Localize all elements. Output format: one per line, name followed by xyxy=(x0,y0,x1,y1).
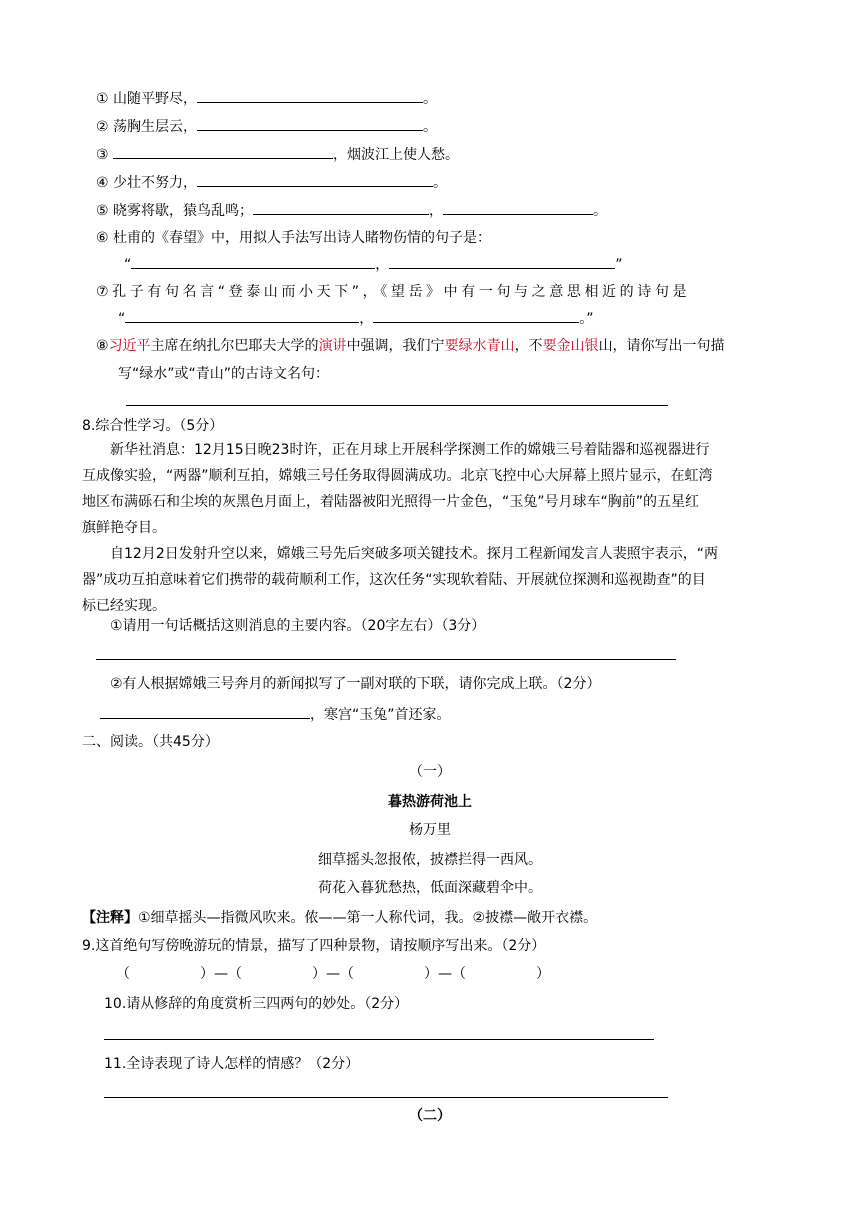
answer-blank[interactable] xyxy=(197,88,423,103)
item-text: 少壮不努力， xyxy=(113,175,198,191)
item-number: ① xyxy=(96,91,109,107)
quote-open: “ xyxy=(118,311,126,327)
item-text: ，不 xyxy=(514,338,543,354)
answer-blank[interactable] xyxy=(197,116,423,131)
note-label: 【注释】 xyxy=(82,910,138,926)
quote-open: “ xyxy=(124,257,132,273)
q9: 9.这首绝句写傍晚游玩的情景，描写了四种景物，请按顺序写出来。（2分） xyxy=(82,938,546,954)
couplet-line xyxy=(100,704,451,725)
q8-sub-question-1: ①请用一句话概括这则消息的主要内容。（20字左右）（3分） xyxy=(110,618,486,634)
answer-blank[interactable] xyxy=(443,200,593,215)
answer-line[interactable] xyxy=(126,405,668,406)
q8-sub-question-2: ②有人根据嫦娥三号奔月的新闻拟写了一副对联的下联，请你完成上联。（2分） xyxy=(110,676,601,692)
item-number: ⑥ xyxy=(96,230,109,246)
highlight-text: 演讲 xyxy=(318,338,347,354)
q7-item-4 xyxy=(96,172,447,193)
news-paragraph-2-line-3: 标已经实现。 xyxy=(82,598,166,614)
item-text: ，烟波江上使人愁。 xyxy=(333,147,460,163)
q7-item-7 xyxy=(96,282,690,302)
q7-item-8 xyxy=(96,336,725,356)
poem-author: 杨万里 xyxy=(409,822,451,838)
news-paragraph-1-line-4: 旗鲜艳夺目。 xyxy=(82,520,166,536)
answer-blank[interactable] xyxy=(131,254,375,269)
q7-item-8-line2: 写“绿水”或“青山”的古诗文名句： xyxy=(118,366,330,382)
item-text-end: 。 xyxy=(423,91,438,107)
item-text: 晓雾将歇，猿鸟乱鸣； xyxy=(113,203,254,219)
item-text: 主席在纳扎尔巴耶夫大学的 xyxy=(150,338,319,354)
q11: 11.全诗表现了诗人怎样的情感？（2分） xyxy=(104,1056,360,1072)
news-paragraph-1-line-2: 互成像实验，“两器”顺利互拍，嫦娥三号任务取得圆满成功。北京飞控中心大屏幕上照片显示，在虹湾 xyxy=(82,468,713,484)
answer-blank[interactable] xyxy=(373,308,579,323)
quote-close: 。” xyxy=(579,311,594,327)
item-number: ② xyxy=(96,119,109,135)
answer-line[interactable] xyxy=(104,1097,668,1098)
item-text-mid: ， xyxy=(429,203,444,219)
item-text-end: 。 xyxy=(423,119,438,135)
section-2-label: （二） xyxy=(409,1108,451,1124)
answer-line[interactable] xyxy=(104,1039,654,1040)
answer-blank[interactable] xyxy=(113,144,333,159)
item-text-end: 。 xyxy=(593,203,608,219)
poem-title: 暮热游荷池上 xyxy=(388,794,472,810)
q7-item-5 xyxy=(96,200,607,221)
part2-title: 二、阅读。（共45分） xyxy=(82,734,219,750)
q7-item-6 xyxy=(96,228,491,248)
news-paragraph-1-line-1: 新华社消息：12月15日晚23时许，正在月球上开展科学探测工作的嫦娥三号着陆器和巡视器进行 xyxy=(110,442,710,458)
news-paragraph-2-line-1: 自12月2日发射升空以来，嫦娥三号先后突破多项关键技术。探月工程新闻发言人裴照宇表示，“两 xyxy=(110,546,718,562)
note-text: ①细草摇头—指微风吹来。侬——第一人称代词，我。②披襟—敞开衣襟。 xyxy=(138,910,598,926)
q9-answer-blanks[interactable]: （ ）—（ ）—（ ）—（ ） xyxy=(116,966,550,982)
item-text-mid: ， xyxy=(359,311,374,327)
item-number: ⑧ xyxy=(96,338,109,354)
answer-blank[interactable] xyxy=(389,254,615,269)
answer-blank[interactable] xyxy=(100,704,310,719)
answer-line[interactable] xyxy=(96,659,676,660)
item-text: 杜甫的《春望》中，用拟人手法写出诗人睹物伤情的句子是： xyxy=(113,230,492,246)
couplet-text: ，寒宫“玉兔”首还家。 xyxy=(310,707,451,723)
poem-line-1: 细草摇头忽报侬，披襟拦得一西风。 xyxy=(318,852,542,868)
item-text: ⑦孔子有句名言“登泰山而小天下”，《望岳》中有一句与之意思相近的诗句是 xyxy=(96,284,691,300)
q10: 10.请从修辞的角度赏析三四两句的妙处。（2分） xyxy=(104,996,409,1012)
news-paragraph-2-line-2: 器”成功互拍意味着它们携带的载荷顺利工作，这次任务“实现软着陆、开展就位探测和巡视勘查”的目 xyxy=(82,572,706,588)
item-text: 荡胸生层云， xyxy=(113,119,198,135)
quote-close: ” xyxy=(615,257,623,273)
item-number: ③ xyxy=(96,147,109,163)
highlight-text: 习近平 xyxy=(108,338,151,354)
highlight-text: 要绿水青山 xyxy=(444,338,515,354)
item-number: ⑤ xyxy=(96,203,109,219)
item-text: 山，请你写出一句描 xyxy=(598,338,725,354)
q7-item-1 xyxy=(96,88,437,109)
news-paragraph-1-line-3: 地区布满砾石和尘埃的灰黑色月面上，着陆器被阳光照得一片金色，“玉兔”号月球车“胸前”的五星红 xyxy=(82,494,700,510)
q7-item-2 xyxy=(96,116,437,137)
poem-note xyxy=(82,908,597,928)
answer-blank[interactable] xyxy=(253,200,429,215)
answer-blank[interactable] xyxy=(197,172,433,187)
item-text: 中强调，我们宁 xyxy=(346,338,445,354)
item-text: 山随平野尽， xyxy=(113,91,198,107)
highlight-text: 要金山银 xyxy=(542,338,599,354)
q8-title: 8.综合性学习。（5分） xyxy=(82,418,224,434)
section-1-label: （一） xyxy=(409,764,451,780)
poem-line-2: 荷花入暮犹愁热，低面深藏碧伞中。 xyxy=(318,880,542,896)
item-number: ④ xyxy=(96,175,109,191)
item-text-end: 。 xyxy=(433,175,448,191)
q7-item-7-answer xyxy=(118,308,594,329)
q7-item-6-answer xyxy=(124,254,623,275)
item-text-mid: ， xyxy=(375,257,390,273)
q7-item-3 xyxy=(96,144,459,165)
answer-blank[interactable] xyxy=(125,308,359,323)
